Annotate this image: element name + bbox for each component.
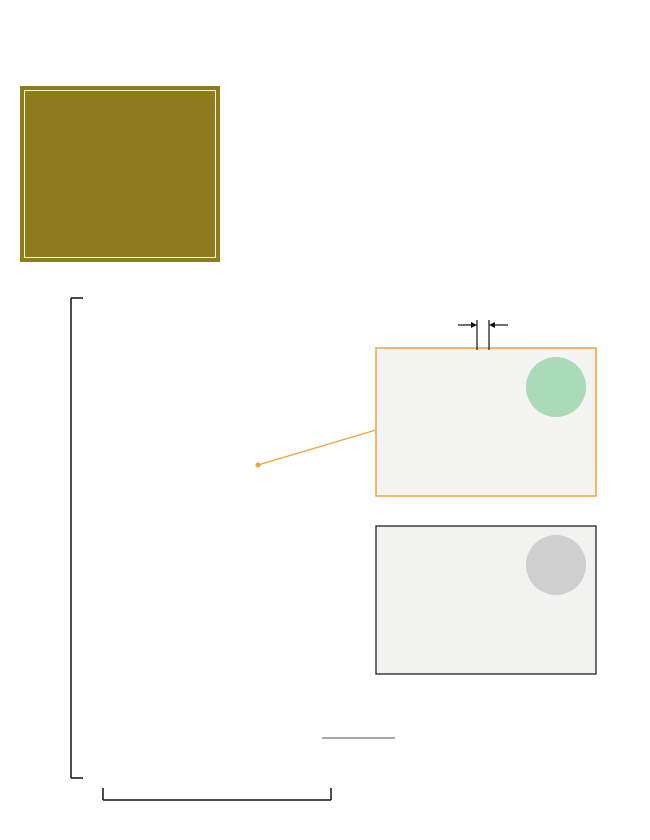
gap-dimension-marker [458,320,508,350]
height-dimension-bracket [71,298,83,778]
angle-view-badge [526,535,586,595]
front-view-badge [526,357,586,417]
width-dimension-bracket [103,788,331,800]
detail-leader-line [256,430,377,468]
